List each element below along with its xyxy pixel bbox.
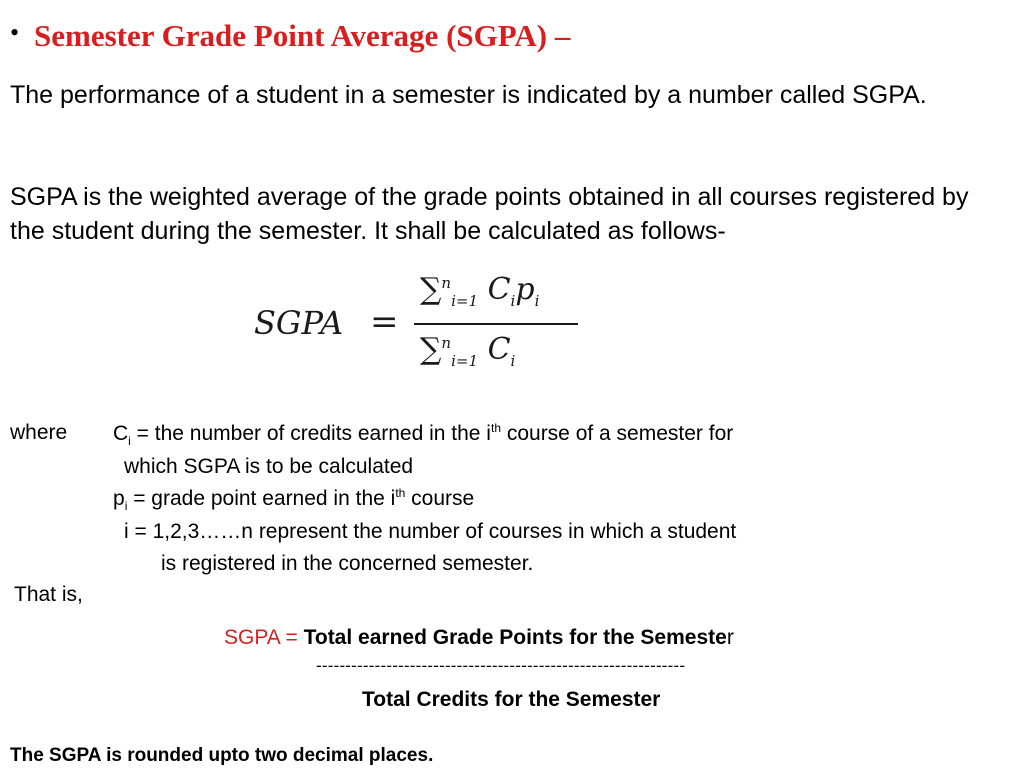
formula-fraction xyxy=(412,268,582,386)
numerator-p: p xyxy=(515,272,535,307)
denominator-c-sub: i xyxy=(510,352,516,370)
page-title: Semester Grade Point Average (SGPA) – xyxy=(34,18,571,53)
fraction-bar xyxy=(414,323,578,325)
numerator-c-sub: i xyxy=(510,292,516,310)
ci-text-a: = the number of credits earned in the i xyxy=(130,422,491,445)
ci-text-b: course of a semester for xyxy=(501,422,734,445)
numerator-c: C xyxy=(487,272,511,307)
that-is-label: That is, xyxy=(14,583,83,606)
sigma-symbol: ∑ xyxy=(420,332,442,367)
i-definition-continued: is registered in the concerned semester. xyxy=(161,552,534,575)
intro-paragraph: The performance of a student in a semester is indicated by a number called SGPA. xyxy=(10,81,927,109)
pi-text-b: course xyxy=(405,487,475,510)
rounding-note: The SGPA is rounded upto two decimal places. xyxy=(10,745,434,766)
formula-denominator xyxy=(420,332,515,370)
pi-text-a: = grade point earned in the i xyxy=(127,487,396,510)
definition-paragraph: SGPA is the weighted average of the grade points obtained in all courses registered by the student during the semester. It shall be calculated as follows- xyxy=(10,183,969,245)
formula-equals: = xyxy=(370,302,399,342)
ci-superscript: th xyxy=(490,421,501,435)
ci-subscript: i xyxy=(128,434,131,449)
numerator-p-sub: i xyxy=(534,292,540,310)
formula-numerator xyxy=(420,272,539,310)
pi-subscript: i xyxy=(124,499,128,514)
pi-superscript: th xyxy=(395,486,406,500)
ci-definition-continued: which SGPA is to be calculated xyxy=(124,455,414,478)
where-label: where xyxy=(10,421,68,444)
bullet-icon: • xyxy=(10,18,20,47)
numerator-upper-limit: n xyxy=(441,274,452,292)
sgpa-formula xyxy=(252,268,582,386)
text-formula-denominator: Total Credits for the Semester xyxy=(362,688,661,711)
text-formula-numerator-end: r xyxy=(726,626,734,649)
pi-symbol: p xyxy=(113,487,125,510)
text-formula-name: SGPA = xyxy=(224,626,298,649)
ci-symbol: C xyxy=(113,422,129,445)
denominator-c: C xyxy=(487,332,511,367)
i-definition: i = 1,2,3……n represent the number of courses in which a student xyxy=(124,520,737,543)
formula-lhs: SGPA xyxy=(254,304,344,342)
ci-definition xyxy=(113,421,733,448)
text-formula-numerator: Total earned Grade Points for the Semeste xyxy=(303,626,727,649)
text-formula-divider: --------------------------------------------------------------- xyxy=(316,656,686,675)
denominator-upper-limit: n xyxy=(441,334,452,352)
pi-definition xyxy=(113,486,474,513)
denominator-lower-limit: i=1 xyxy=(451,352,479,370)
numerator-lower-limit: i=1 xyxy=(451,292,479,310)
sigma-symbol: ∑ xyxy=(420,272,442,307)
text-formula-numerator-row xyxy=(224,626,734,650)
